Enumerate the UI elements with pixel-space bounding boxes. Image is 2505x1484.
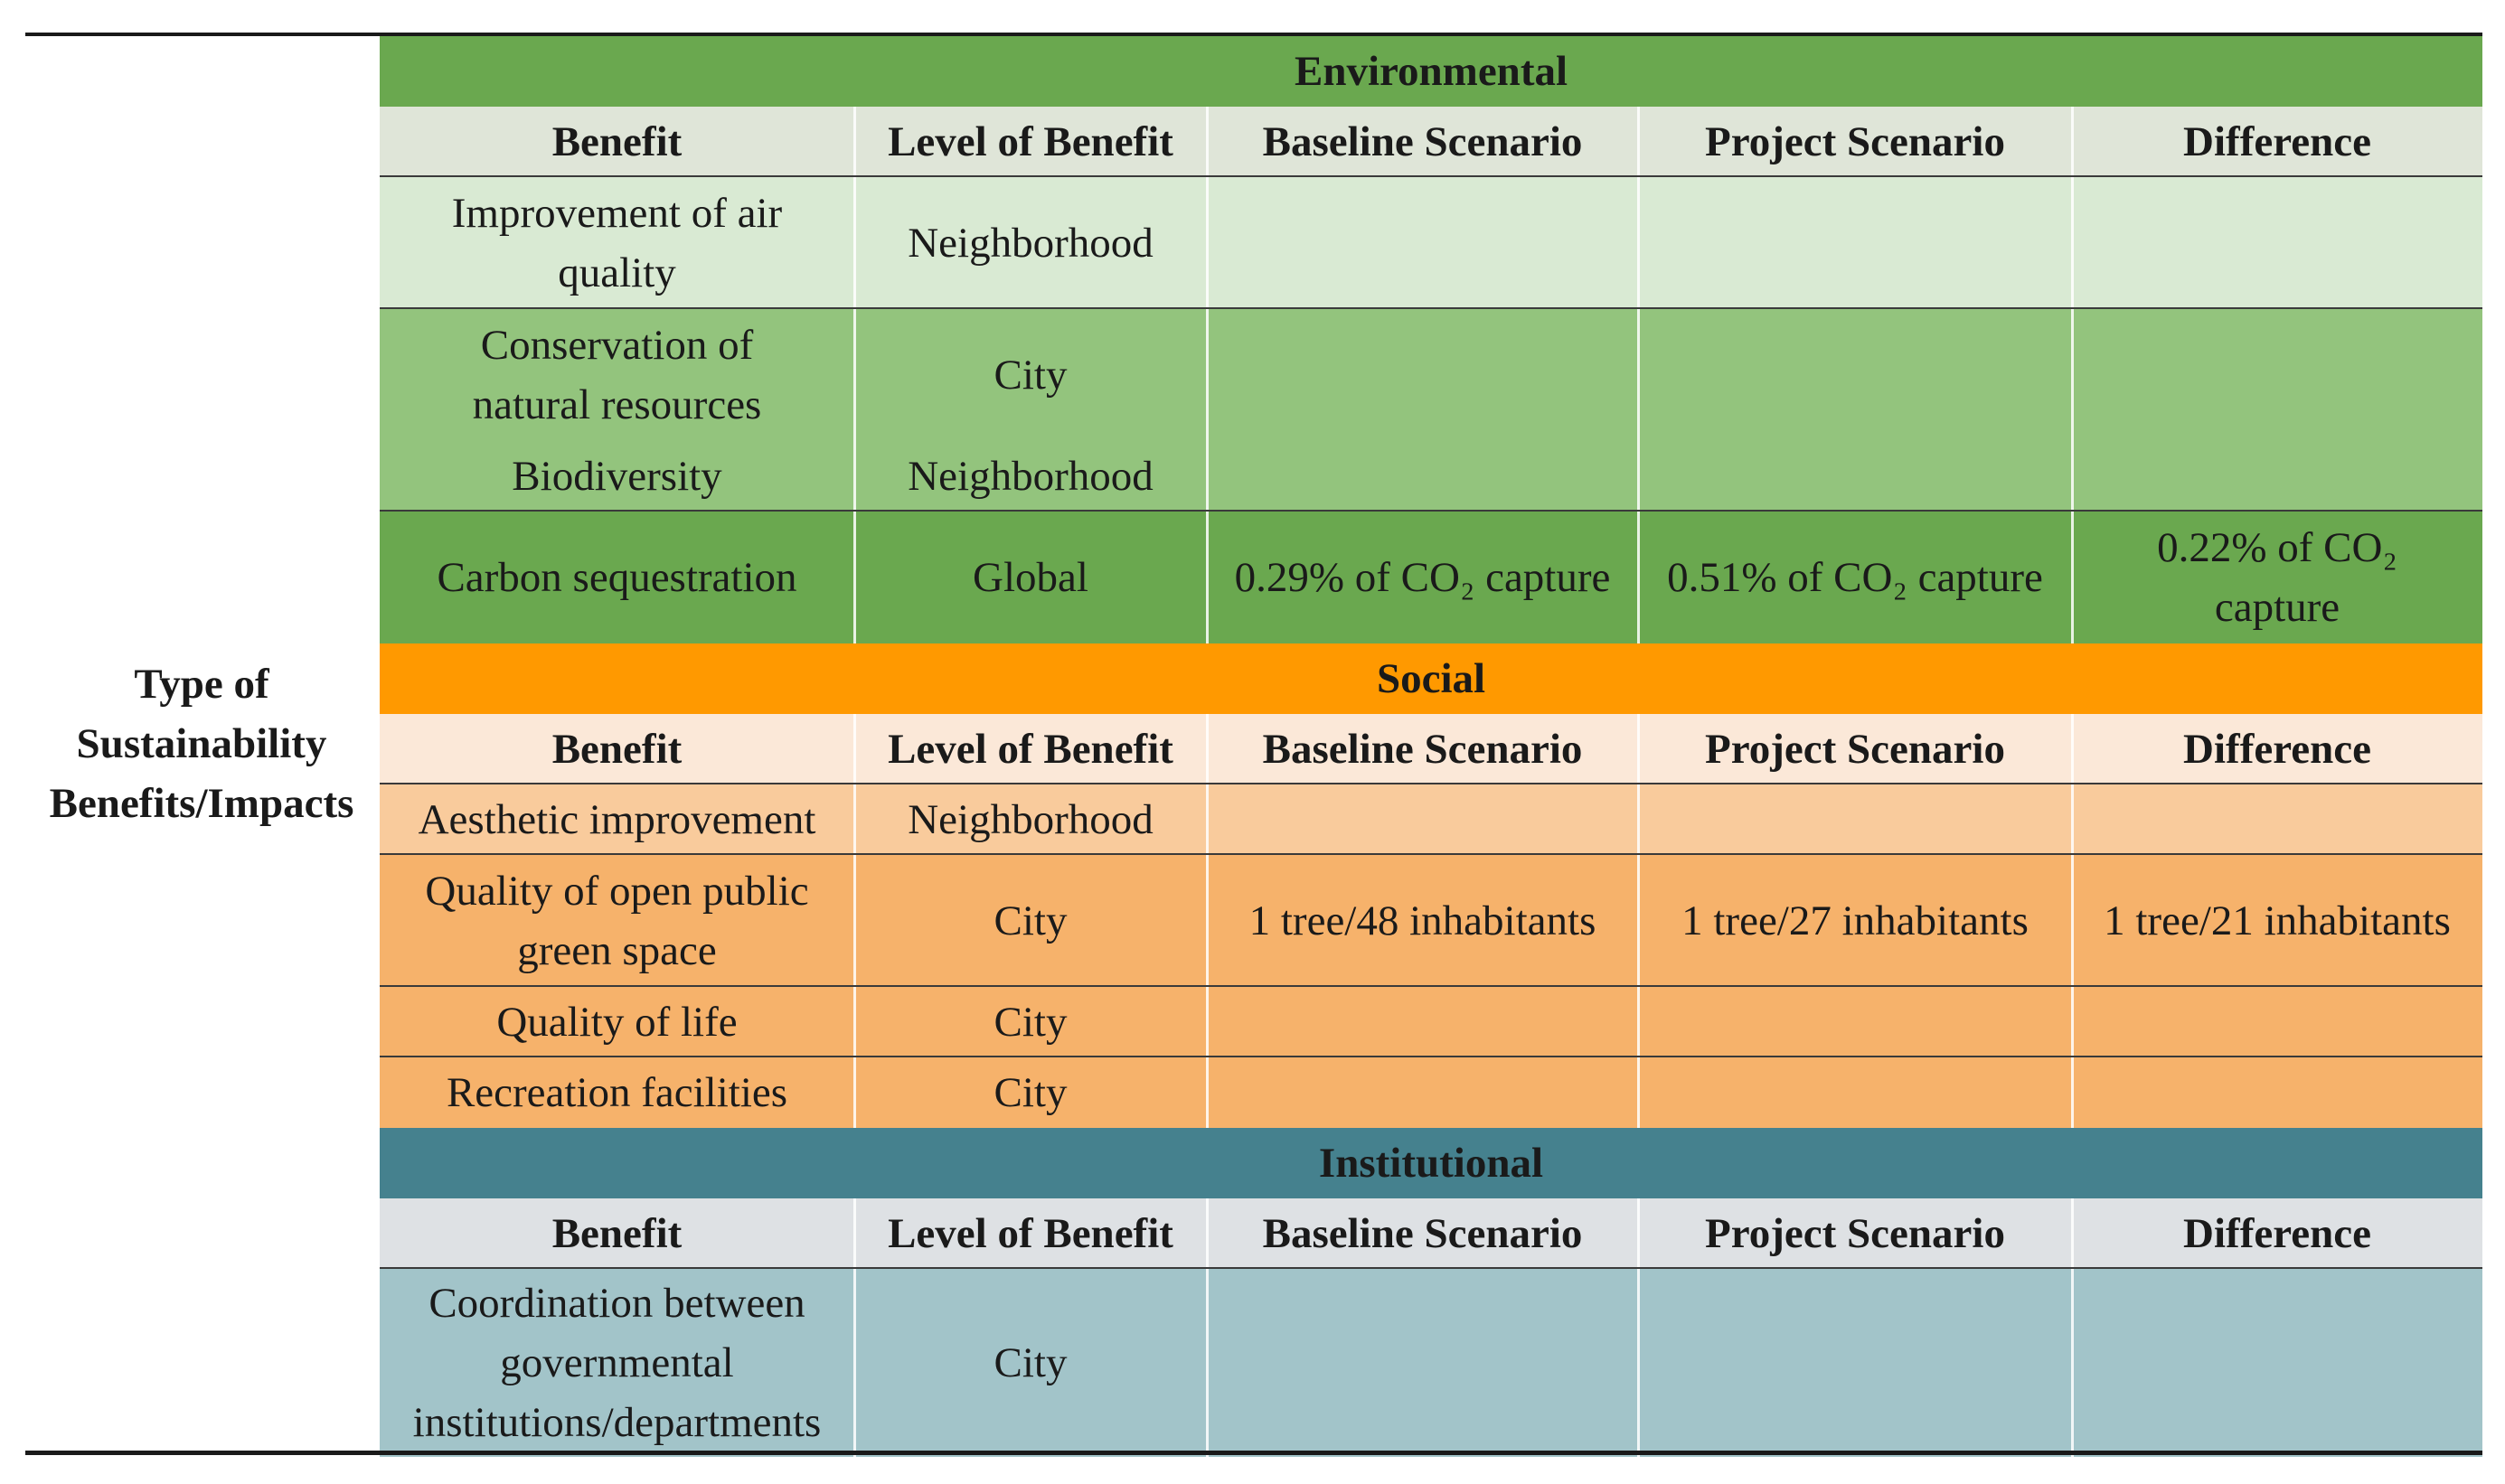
- table-row-baseline: [1207, 987, 1638, 1057]
- column-separator: [853, 107, 856, 177]
- table-row-baseline: [1207, 1269, 1638, 1457]
- table-row-level: City: [994, 1069, 1068, 1116]
- table-row-benefit: [380, 855, 854, 987]
- column-separator: [1206, 714, 1209, 784]
- row-label-line: Benefits/Impacts: [49, 779, 354, 827]
- table-row-benefit-text: [452, 183, 782, 303]
- table-row-benefit: [380, 441, 854, 512]
- cell-line: quality: [558, 249, 676, 296]
- col-header-level: Level of Benefit: [888, 118, 1173, 165]
- table-row-difference: [2072, 1269, 2482, 1457]
- col-header-level: Level of Benefit: [888, 726, 1173, 773]
- table-row-benefit: [380, 309, 854, 441]
- table-row-difference: [2072, 1057, 2482, 1128]
- table-row-level: Neighborhood: [908, 453, 1154, 500]
- table-row-difference-text: [2157, 518, 2397, 637]
- cell-line: Recreation facilities: [446, 1069, 788, 1116]
- col-header-project: Project Scenario: [1705, 1210, 2005, 1257]
- table-row-level: City: [994, 1339, 1068, 1386]
- table-row-baseline: [1207, 177, 1638, 309]
- row-group-label: [25, 36, 378, 1451]
- cell-line: governmental: [500, 1339, 734, 1386]
- col-header-project: Project Scenario: [1705, 118, 2005, 165]
- cell-line: green space: [517, 927, 717, 974]
- table-row-project: [1638, 177, 2072, 309]
- table-row-project: [1638, 441, 2072, 512]
- col-header-baseline: Baseline Scenario: [1262, 726, 1583, 773]
- column-separator: [853, 714, 856, 784]
- col-header-benefit: Benefit: [551, 1210, 683, 1257]
- cell-line: Coordination between: [428, 1280, 805, 1327]
- col-header-level: Level of Benefit: [888, 1210, 1173, 1257]
- cell-line: capture: [2214, 584, 2340, 631]
- cell-line: 0.22% of CO₂: [2157, 524, 2397, 571]
- table-row-benefit: [380, 1269, 854, 1457]
- column-separator: [1206, 107, 1209, 177]
- table-row-baseline: [1207, 309, 1638, 441]
- table-row-benefit-text: [512, 446, 721, 506]
- table-row-project: [1638, 987, 2072, 1057]
- table-row-project: 0.51% of CO₂ capture: [1667, 554, 2043, 601]
- table-row-benefit: [380, 1057, 854, 1128]
- table-row-baseline: [1207, 784, 1638, 855]
- cell-line: Carbon sequestration: [437, 554, 797, 601]
- col-header-baseline: Baseline Scenario: [1262, 118, 1583, 165]
- col-header-difference: Difference: [2183, 118, 2371, 165]
- table-row-level: City: [994, 897, 1068, 944]
- column-separator: [1637, 714, 1640, 784]
- table-bottom-rule: [25, 1451, 2482, 1455]
- table-row-baseline: 0.29% of CO₂ capture: [1234, 554, 1611, 601]
- table-row-level: City: [994, 352, 1068, 399]
- table-row-difference: 1 tree/21 inhabitants: [2104, 897, 2451, 944]
- column-separator: [2071, 107, 2074, 177]
- table-row-project: 1 tree/27 inhabitants: [1681, 897, 2029, 944]
- table-row-benefit-text: [419, 790, 816, 850]
- col-header-project: Project Scenario: [1705, 726, 2005, 773]
- table-row-project: [1638, 784, 2072, 855]
- table-row-benefit-text: [473, 315, 762, 435]
- table-row-level: Global: [973, 554, 1088, 601]
- table-row-baseline: [1207, 441, 1638, 512]
- table-row-project: [1638, 309, 2072, 441]
- table-row-difference: [2072, 512, 2482, 643]
- table-row-level: Neighborhood: [908, 796, 1154, 843]
- table-row-difference: [2072, 309, 2482, 441]
- table-row-baseline: [1207, 1057, 1638, 1128]
- table-row-difference: [2072, 441, 2482, 512]
- cell-line: Quality of life: [496, 999, 738, 1046]
- table-row-project: [1638, 1057, 2072, 1128]
- section-title: Environmental: [1294, 48, 1568, 95]
- row-label-line: Sustainability: [76, 719, 327, 767]
- table-row-benefit: [380, 177, 854, 309]
- table-row-difference: [2072, 784, 2482, 855]
- cell-line: Biodiversity: [512, 453, 722, 500]
- table-row-level: Neighborhood: [908, 220, 1154, 267]
- column-separator: [2071, 714, 2074, 784]
- table-row-benefit-text: [425, 861, 808, 981]
- cell-line: institutions/departments: [412, 1399, 822, 1446]
- table-row-project: [1638, 1269, 2072, 1457]
- column-separator: [1206, 1198, 1209, 1269]
- table-row-difference: [2072, 177, 2482, 309]
- table-row-benefit: [380, 987, 854, 1057]
- table-row-baseline: 1 tree/48 inhabitants: [1248, 897, 1596, 944]
- cell-line: Quality of open public: [425, 868, 809, 915]
- col-header-difference: Difference: [2183, 1210, 2371, 1257]
- column-separator: [2071, 1198, 2074, 1269]
- table-row-benefit-text: [447, 1063, 787, 1122]
- col-header-difference: Difference: [2183, 726, 2371, 773]
- cell-line: natural resources: [472, 381, 762, 428]
- table-row-benefit: [380, 512, 854, 643]
- cell-line: Conservation of: [480, 322, 754, 369]
- column-separator: [1637, 107, 1640, 177]
- table-row-benefit-text: [496, 992, 737, 1052]
- table-row-benefit: [380, 784, 854, 855]
- cell-line: Aesthetic improvement: [418, 796, 816, 843]
- table-row-benefit-text: [413, 1273, 822, 1452]
- column-separator: [853, 1198, 856, 1269]
- column-separator: [1637, 1198, 1640, 1269]
- col-header-baseline: Baseline Scenario: [1262, 1210, 1583, 1257]
- section-title: Institutional: [1318, 1140, 1544, 1187]
- row-label-line: Type of: [134, 660, 269, 708]
- table-row-level: City: [994, 999, 1068, 1046]
- row-group-label-text: [25, 654, 378, 833]
- cell-line: Improvement of air: [451, 190, 783, 237]
- section-title: Social: [1376, 655, 1486, 702]
- col-header-benefit: Benefit: [551, 726, 683, 773]
- table-row-difference: [2072, 987, 2482, 1057]
- table-row-benefit-text: [437, 548, 796, 607]
- col-header-benefit: Benefit: [551, 118, 683, 165]
